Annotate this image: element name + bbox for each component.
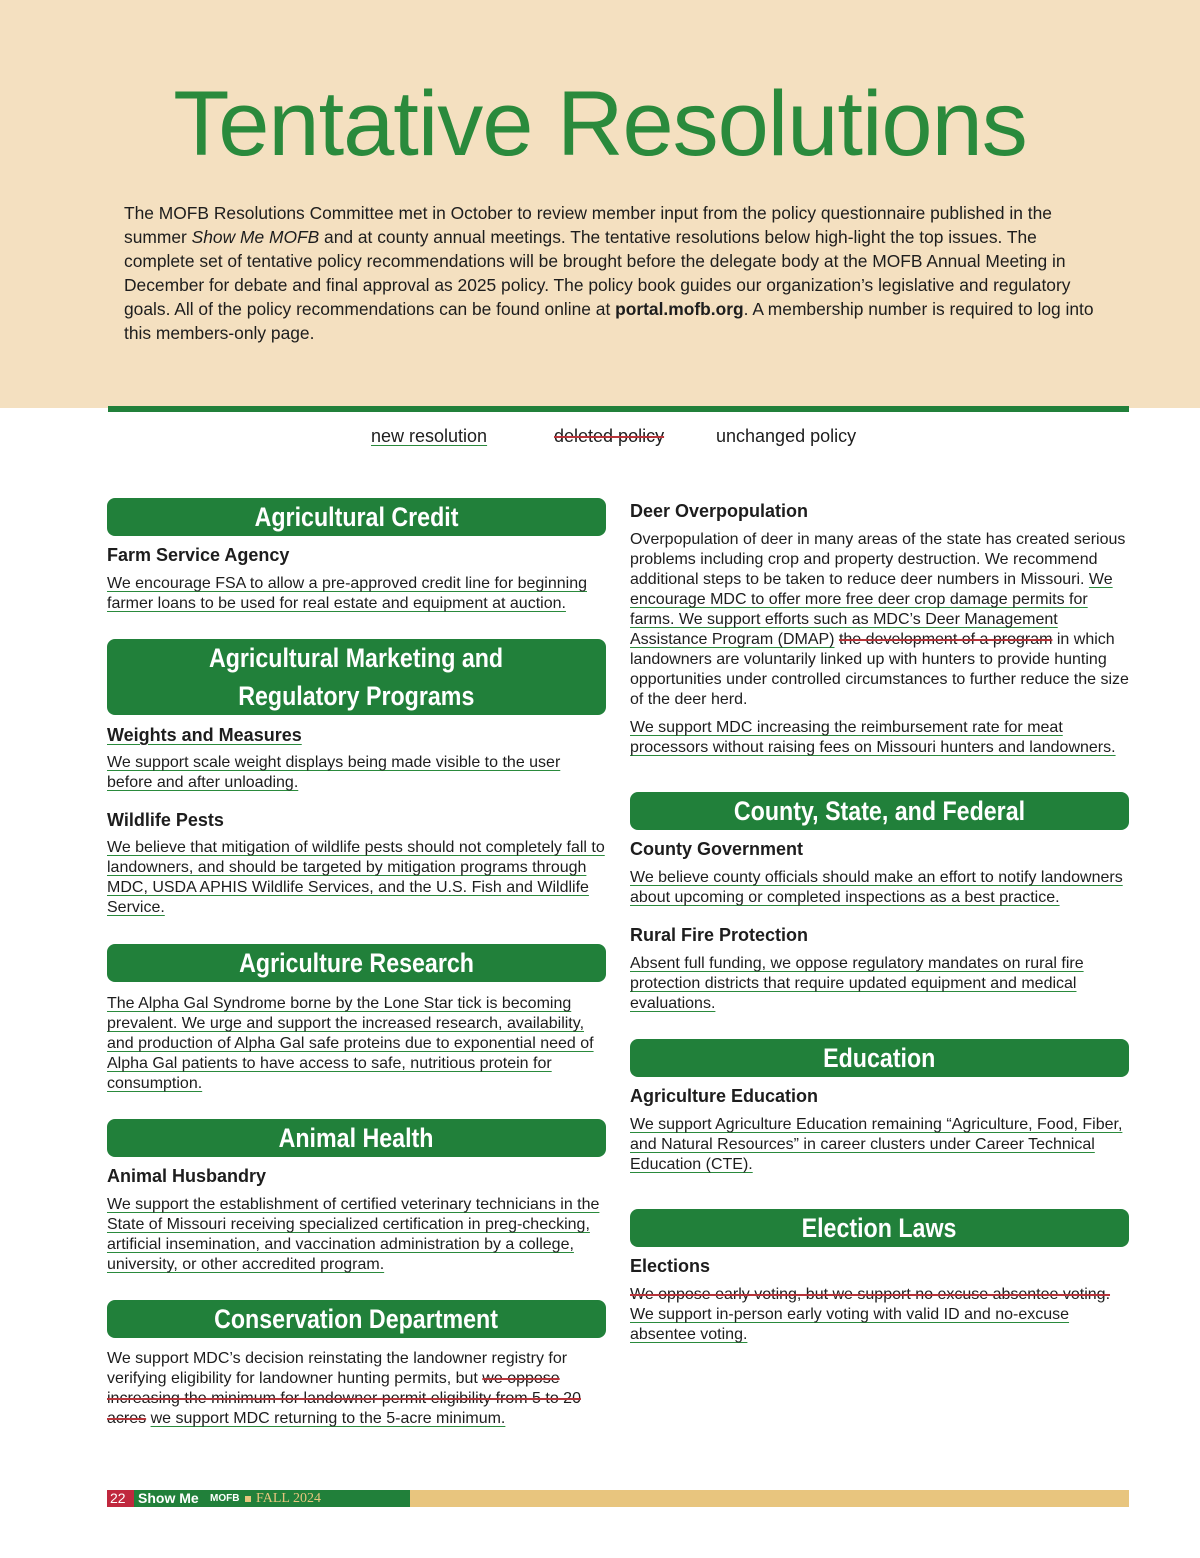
new-text-5-acre: we support MDC returning to the 5-acre minimum. bbox=[150, 1410, 506, 1427]
section-header-ag-research: Agriculture Research bbox=[107, 944, 606, 982]
text-weights: We support scale weight displays being made visible to the user before and after unloading. bbox=[107, 754, 561, 791]
subhead-rural-fire: Rural Fire Protection bbox=[630, 925, 809, 945]
text-alpha-gal: The Alpha Gal Syndrome borne by the Lone Star tick is becoming prevalent. We urge and support the increased research, availability, and production of Alpha Gal safe proteins due to exponential need of Alpha Gal patients to have access to safe, nutritious protein for consumption. bbox=[107, 995, 594, 1092]
intro-text-3: . A membership number is required to log into this members-only page. bbox=[124, 299, 1094, 343]
deleted-text-early-voting: We oppose early voting, but we support no excuse absentee voting. bbox=[630, 1286, 1111, 1303]
text-deer-overpopulation: Overpopulation of deer in many areas of the state has created serious problems including crop and property destruction. We recommend additional steps to be taken to reduce deer numbers in Missouri. We encourage MDC to offer more free deer crop damage permits for farms. We support efforts such as MDC’s Deer Management Assistance Program (DMAP) the development of a program in which landowners are voluntarily linked up with hunters to provide hunting opportunities under controlled circumstances to further reduce the size of the deer herd. bbox=[630, 531, 1129, 708]
text-rural-fire: Absent full funding, we oppose regulatory mandates on rural fire protection districts that require updated equipment and medical evaluations. bbox=[630, 955, 1084, 1012]
new-text-early-voting: We support in-person early voting with valid ID and no-excuse absentee voting. bbox=[630, 1306, 1070, 1343]
text-meat-processors: We support MDC increasing the reimbursement rate for meat processors without raising fees on Missouri hunters and landowners. bbox=[630, 719, 1116, 756]
portal-link[interactable]: portal.mofb.org bbox=[615, 299, 744, 319]
section-header-government: County, State, and Federal Government bbox=[630, 792, 1129, 830]
section-header-ag-credit: Agricultural Credit bbox=[107, 498, 606, 536]
magazine-logo-show-me: Show Me bbox=[138, 1490, 199, 1506]
subhead-ag-education: Agriculture Education bbox=[630, 1086, 819, 1106]
legend-new-resolution: new resolution bbox=[371, 426, 488, 446]
footer-separator-square bbox=[245, 1496, 251, 1502]
section-header-conservation: Conservation Department bbox=[107, 1300, 606, 1338]
legend-unchanged-policy: unchanged policy bbox=[716, 426, 857, 446]
intro-paragraph bbox=[124, 201, 1104, 345]
section-header-election-laws: Election Laws bbox=[630, 1209, 1129, 1247]
section-header-ag-marketing: Agricultural Marketing and Regulatory Programs bbox=[107, 639, 606, 715]
deleted-text-program: the development of a program bbox=[838, 631, 1053, 648]
section-header-education: Education bbox=[630, 1039, 1129, 1077]
text-fsa: We encourage FSA to allow a pre-approved credit line for beginning farmer loans to be used for real estate and equipment at auction. bbox=[107, 575, 587, 612]
text-vet-technicians: We support the establishment of certified veterinary technicians in the State of Missouri receiving specialized certification in preg-checking, artificial insemination, and vaccination administration by a college, university, or other accredited program. bbox=[107, 1196, 600, 1273]
page-title: Tentative Resolutions bbox=[173, 73, 1027, 175]
left-column bbox=[107, 498, 606, 1429]
text-elections bbox=[630, 1285, 1129, 1345]
text-landowner-registry: We support MDC’s decision reinstating the landowner registry for verifying eligibility for landowner hunting permits, but we oppose increasing the minimum for landowner permit eligibility from 5 to 20 acres we support MDC returning to the 5-acre minimum. bbox=[107, 1350, 581, 1427]
intro-magazine-title: Show Me MOFB bbox=[191, 227, 320, 247]
subhead-elections: Elections bbox=[630, 1256, 711, 1276]
text-county-officials: We believe county officials should make an effort to notify landowners about upcoming or completed inspections as a best practice. bbox=[630, 869, 1123, 906]
subhead-weights: Weights and Measures bbox=[107, 725, 302, 745]
subhead-animal-husbandry: Animal Husbandry bbox=[107, 1166, 267, 1186]
deleted-text-20-acres: we oppose increasing the minimum for landowner permit eligibility from 5 to 20 acres bbox=[107, 1370, 581, 1427]
right-column bbox=[630, 498, 1129, 1345]
subhead-fsa: Farm Service Agency bbox=[107, 545, 290, 565]
text-wildlife-pests: We believe that mitigation of wildlife pests should not completely fall to landowners, and should be targeted by mitigation programs through MDC, USDA APHIS Wildlife Services, and the U.S. Fish and Wildlife Service. bbox=[107, 839, 605, 916]
subhead-deer-overpopulation: Deer Overpopulation bbox=[630, 501, 809, 521]
text-ag-education: We support Agriculture Education remaining “Agriculture, Food, Fiber, and Natural Resources” in career clusters under Career Technical Education (CTE). bbox=[630, 1116, 1123, 1173]
subhead-county-government: County Government bbox=[630, 839, 804, 859]
section-header-animal-health: Animal Health bbox=[107, 1119, 606, 1157]
legend-deleted-policy: deleted policy bbox=[554, 426, 665, 446]
intro-text-2: and at county annual meetings. The tentative resolutions below high-light the top issues. The complete set of tentative policy recommendations will be brought before the delegate body at the MOFB Annual Meeting in December for debate and final approval as 2025 policy. The policy book guides our organization’s legislative and regulatory goals. All of the policy recommendations can be found online at bbox=[124, 227, 1071, 319]
page-number: 22 bbox=[110, 1490, 126, 1506]
intro-text-1: The MOFB Resolutions Committee met in October to review member input from the policy questionnaire published in the summer bbox=[124, 203, 1052, 247]
issue-season: FALL 2024 bbox=[256, 1491, 321, 1506]
magazine-logo-mofb: MOFB bbox=[210, 1493, 240, 1504]
subhead-wildlife-pests: Wildlife Pests bbox=[107, 810, 224, 830]
green-divider bbox=[108, 406, 1129, 412]
new-text-dmap: We encourage MDC to offer more free deer crop damage permits for farms. We support efforts such as MDC’s Deer Management Assistance Program (DMAP) bbox=[630, 571, 1113, 648]
